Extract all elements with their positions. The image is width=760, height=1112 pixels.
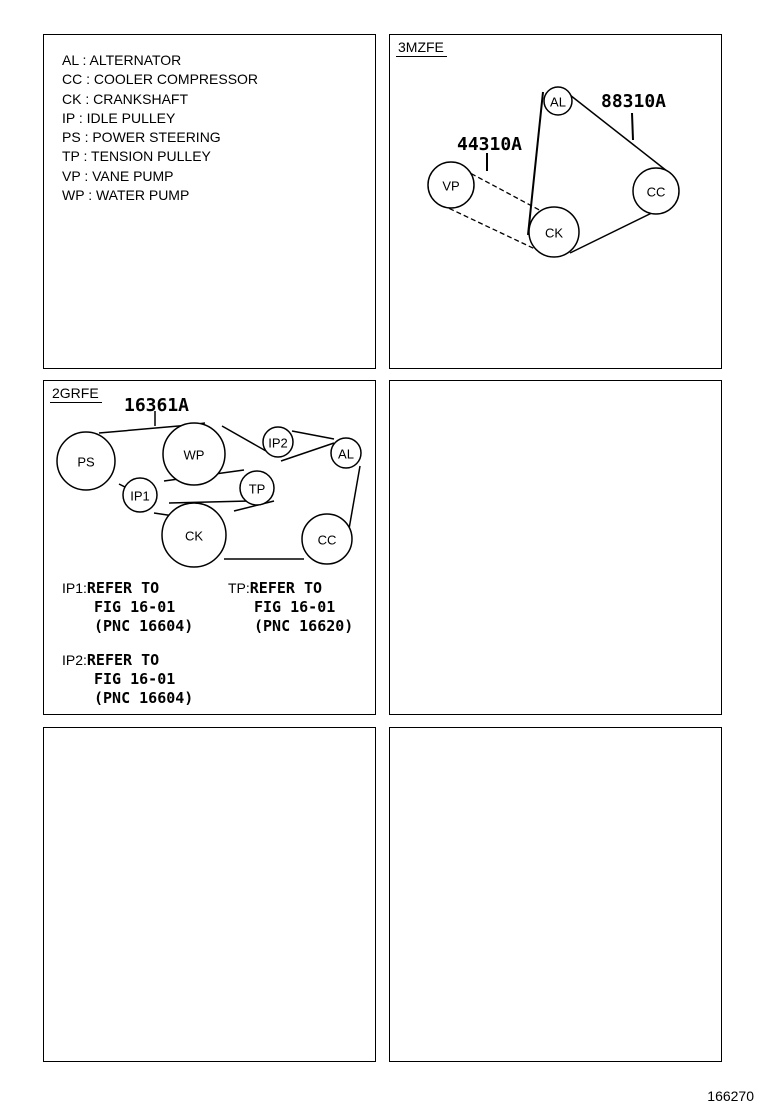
leader-line [632,113,633,140]
part-number: 16361A [124,395,190,416]
part-number: 44310A [457,134,523,155]
note-key: IP2: [62,652,87,668]
panel-2grfe [43,380,376,715]
pulley-label: CK [544,225,564,241]
legend-list [62,51,258,205]
belt-line [169,501,249,503]
belt-diagram-3mzfe [390,35,723,370]
note-ip2 [62,651,159,670]
note-line: REFER TO [86,579,160,597]
note-line: FIG 16-01 [254,598,336,616]
note-line: (PNC 16620) [254,617,354,635]
note-line: FIG 16-01 [94,670,176,688]
legend-item: WP : WATER PUMP [62,187,190,204]
pulley-label: CC [646,184,666,200]
engine-tag: 3MZFE [396,39,447,57]
part-number: 88310A [601,91,667,112]
note-line: REFER TO [249,579,323,597]
legend-item: CC : COOLER COMPRESSOR [62,71,259,88]
legend-item: IP : IDLE PULLEY [62,109,176,126]
engine-tag: 2GRFE [50,385,102,403]
note-line: REFER TO [86,651,160,669]
belt-line [349,466,360,529]
pulley-label: AL [550,94,566,110]
empty-panel [43,727,376,1062]
pulley-label: IP1 [130,488,150,504]
legend-item: CK : CRANKSHAFT [62,90,189,107]
belt-line [442,205,535,249]
pulley-label: PS [77,454,95,470]
pulley-label: AL [338,446,354,462]
pulley-label: CC [317,532,337,548]
empty-panel [389,727,722,1062]
legend-item: VP : VANE PUMP [62,167,174,184]
note-key: IP1: [62,580,87,596]
empty-panel [389,380,722,715]
note-key: TP: [228,580,250,596]
legend-item: AL : ALTERNATOR [62,52,182,68]
legend-panel [43,34,376,369]
legend-item: PS : POWER STEERING [62,129,221,146]
pulley-label: TP [248,481,266,497]
note-tp [228,579,322,598]
belt-line [222,426,266,451]
pulley-label: IP2 [268,435,288,451]
note-line: (PNC 16604) [94,689,194,707]
pulley-label: VP [442,178,460,194]
legend-item: TP : TENSION PULLEY [62,148,211,165]
note-ip1 [62,579,159,598]
belt-line [292,431,334,439]
note-line: FIG 16-01 [94,598,176,616]
pulley-label: WP [183,447,205,463]
figure-number: 166270 [707,1088,754,1104]
panel-3mzfe [389,34,722,369]
pulley-label: CK [184,528,204,544]
note-line: (PNC 16604) [94,617,194,635]
